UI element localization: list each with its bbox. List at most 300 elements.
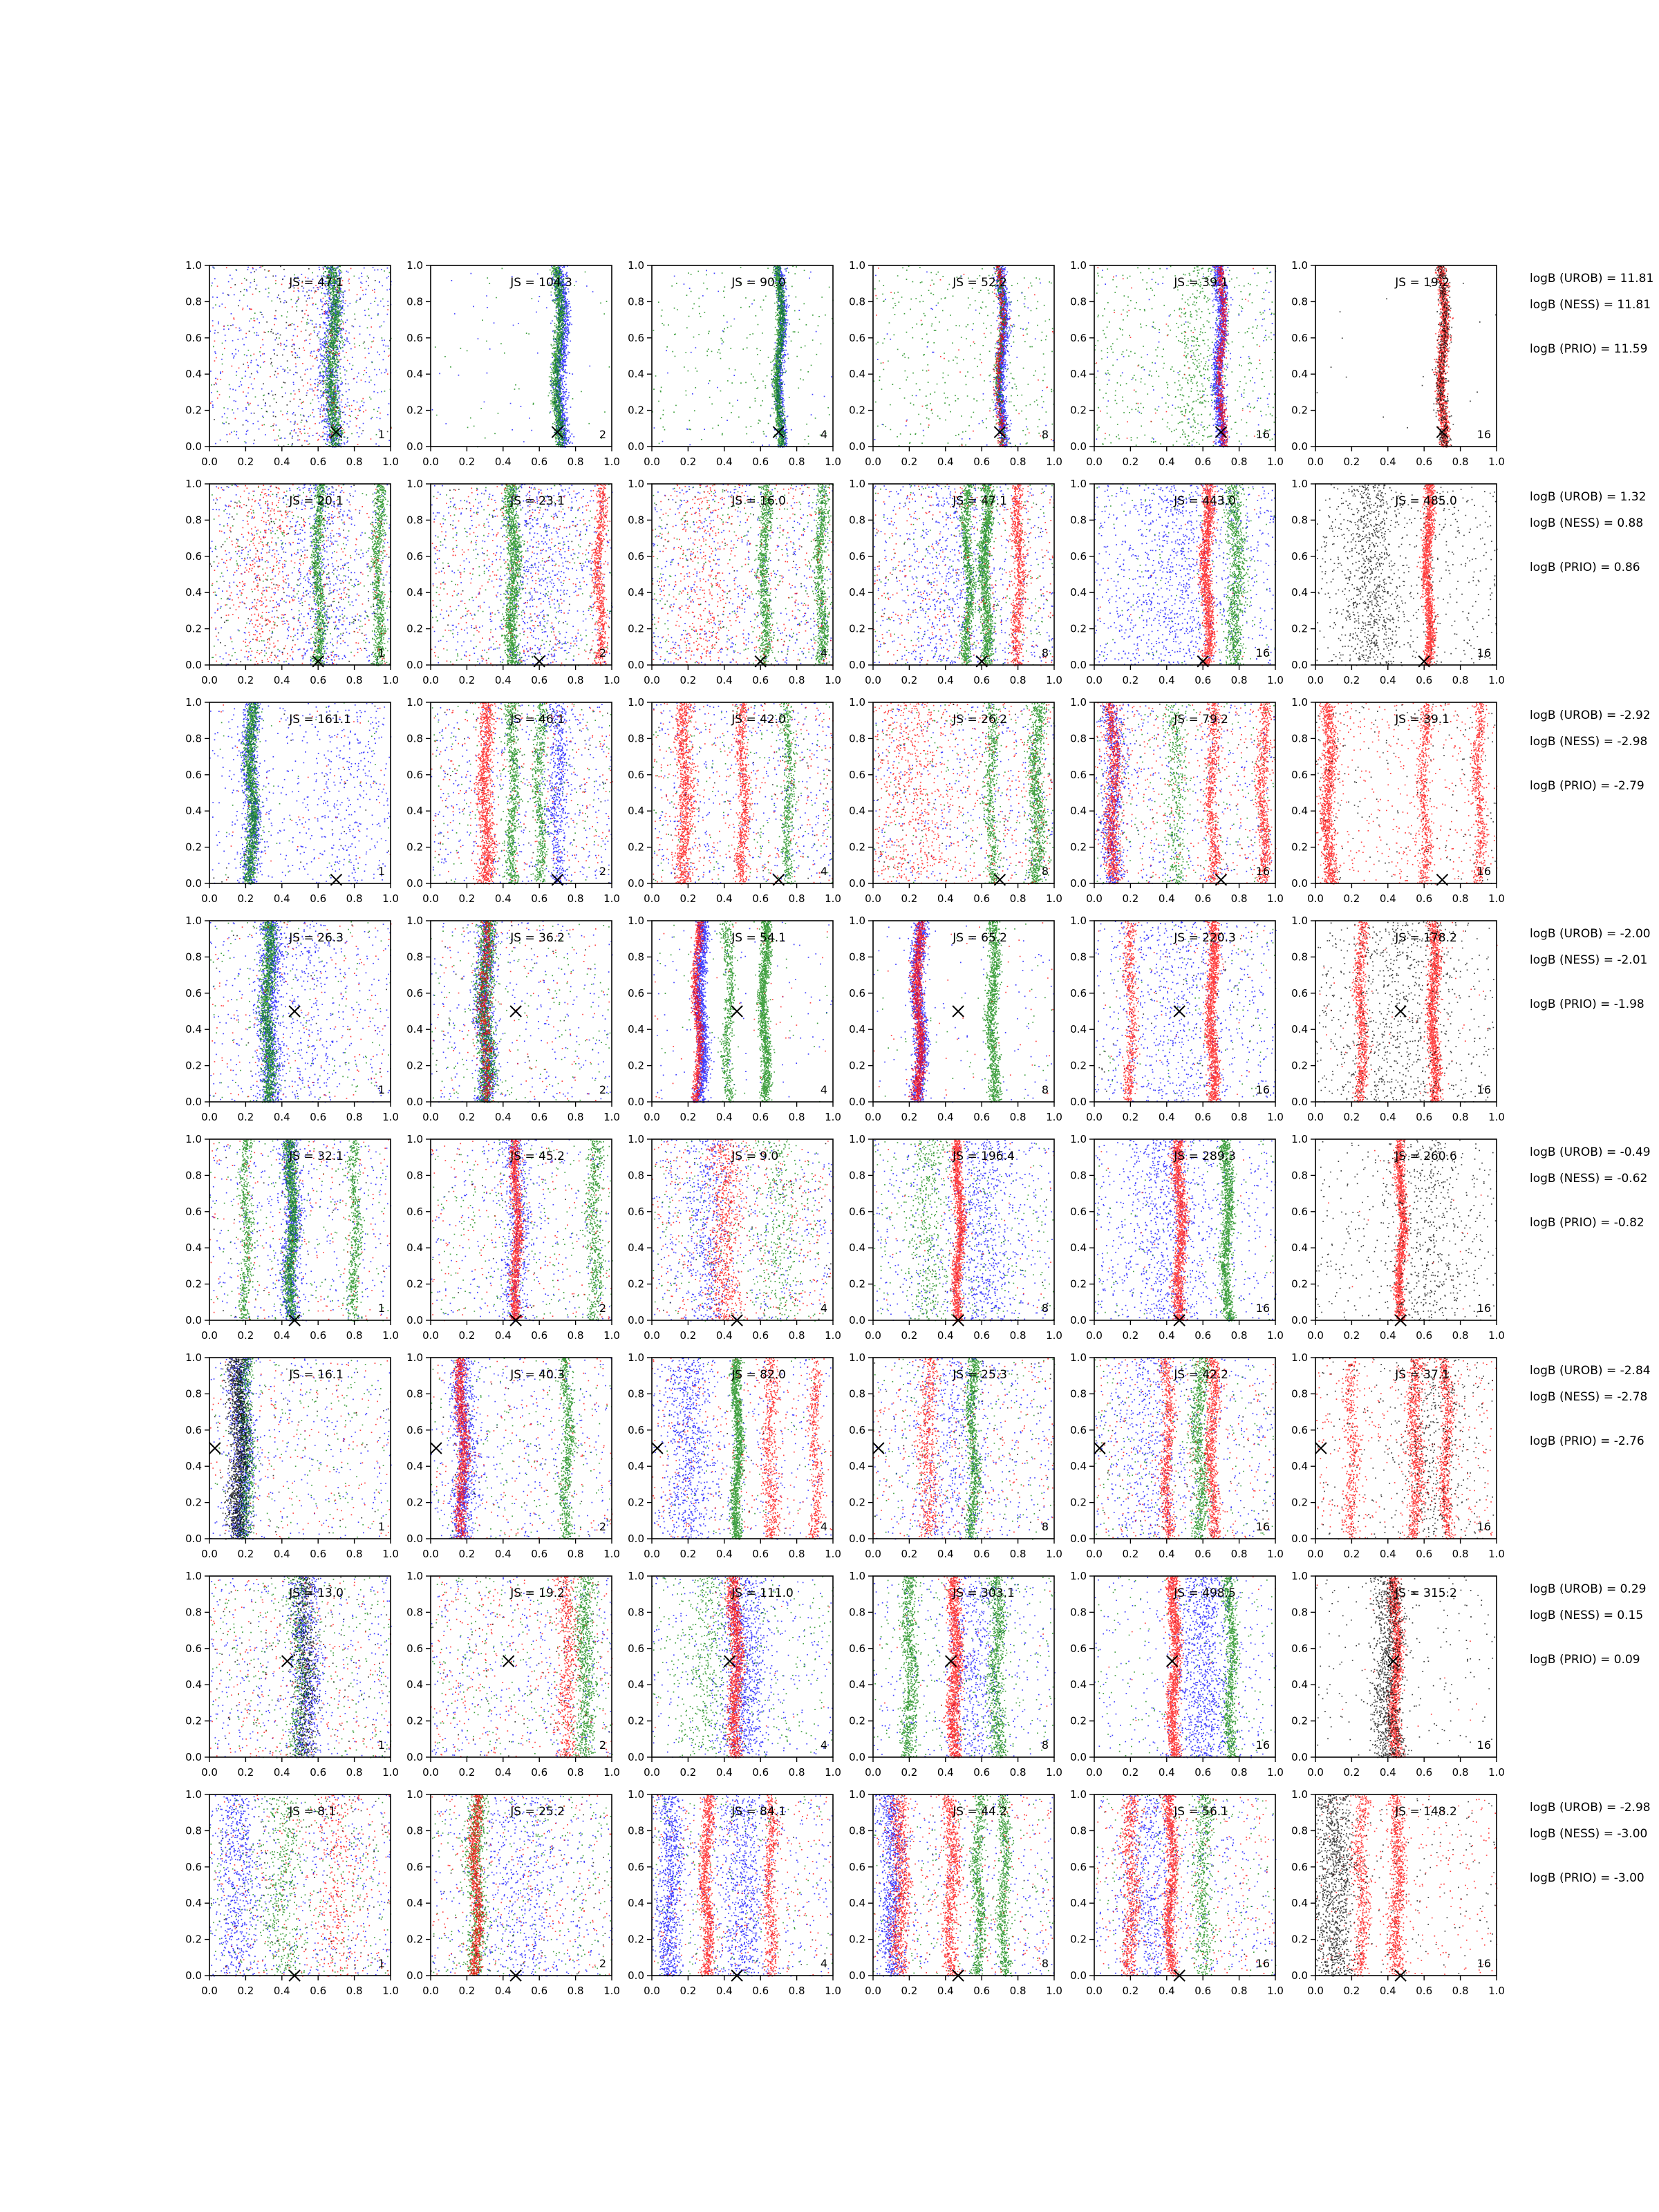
x-tick-label: 1.0: [603, 1548, 620, 1560]
x-tick-label: 0.2: [679, 892, 697, 905]
y-tick-label: 0.6: [849, 1205, 865, 1218]
y-tick-label: 0.2: [628, 1496, 644, 1509]
y-tick-label: 0.6: [1291, 768, 1308, 781]
y-tick-label: 1.0: [1291, 1133, 1308, 1145]
y-tick-label: 0.6: [1070, 550, 1087, 563]
x-tick-label: 1.0: [825, 456, 841, 468]
x-tick-label: 0.4: [273, 1548, 290, 1560]
axes-frame: [873, 265, 1054, 447]
axes-frame: [873, 921, 1054, 1102]
x-tick-label: 0.8: [1009, 1766, 1027, 1779]
js-divergence-label: JS = 79.2: [1174, 713, 1228, 727]
scatter-panel: [628, 696, 841, 905]
axes-frame: [431, 265, 612, 447]
x-tick-label: 0.2: [237, 456, 254, 468]
scatter-points: [1095, 702, 1277, 885]
x-tick-label: 0.4: [1379, 1766, 1396, 1779]
x-tick-label: 0.8: [1452, 1985, 1469, 1997]
x-tick-label: 0.4: [1379, 1985, 1396, 1997]
y-tick-label: 1.0: [628, 1788, 644, 1801]
y-tick-label: 0.4: [1291, 1460, 1308, 1473]
y-tick-label: 1.0: [185, 478, 202, 490]
y-tick-label: 1.0: [1070, 915, 1087, 927]
axes-frame: [1315, 265, 1497, 447]
true-value-marker: [431, 1443, 442, 1454]
series-g-points: [877, 921, 1052, 1103]
x-tick-label: 0.4: [494, 1329, 512, 1342]
y-tick-label: 0.6: [849, 1860, 865, 1873]
y-tick-label: 0.2: [628, 404, 644, 417]
y-tick-label: 0.8: [1291, 950, 1308, 964]
panel-count-label: 1: [377, 1083, 385, 1096]
x-tick-label: 0.4: [494, 892, 512, 905]
series-k-points: [216, 924, 388, 1094]
x-tick-label: 0.6: [1194, 1985, 1212, 1997]
y-tick-label: 0.4: [628, 368, 644, 381]
js-divergence-label: JS = 220.3: [1174, 931, 1236, 945]
scatter-points: [1317, 265, 1497, 447]
x-tick-label: 0.6: [1194, 1766, 1212, 1779]
x-tick-label: 1.0: [1488, 456, 1505, 468]
y-tick-label: 0.2: [185, 1277, 202, 1291]
scatter-panel: [1291, 478, 1505, 686]
x-tick-label: 0.0: [422, 1548, 439, 1560]
x-tick-label: 0.6: [973, 1111, 991, 1123]
scatter-points: [873, 1794, 1055, 1977]
x-tick-label: 1.0: [1267, 1111, 1284, 1123]
y-tick-label: 0.4: [1291, 1678, 1308, 1691]
y-tick-label: 1.0: [1291, 1788, 1308, 1801]
js-divergence-label: JS = 44.2: [953, 1805, 1007, 1819]
scatter-panel: [628, 259, 841, 468]
y-tick-label: 0.0: [849, 877, 865, 890]
y-tick-label: 0.8: [849, 514, 865, 527]
js-divergence-label: JS = 303.1: [953, 1586, 1015, 1600]
js-divergence-label: JS = 498.5: [1174, 1586, 1236, 1600]
scatter-points: [431, 1794, 613, 1977]
series-g-points: [432, 484, 612, 666]
y-tick-label: 0.8: [406, 732, 423, 745]
scatter-panel: [1291, 1351, 1505, 1560]
scatter-panel: [185, 259, 399, 468]
scatter-panel: [406, 1788, 620, 1997]
x-tick-label: 0.0: [422, 674, 439, 686]
y-tick-label: 1.0: [628, 1351, 644, 1364]
y-tick-label: 0.0: [1291, 1533, 1308, 1545]
y-tick-label: 0.0: [628, 1096, 644, 1108]
series-k-points: [1316, 1576, 1495, 1759]
scatter-points: [1094, 921, 1276, 1103]
y-tick-label: 1.0: [1291, 915, 1308, 927]
scatter-panel: [185, 1133, 399, 1342]
x-tick-label: 1.0: [382, 892, 399, 905]
x-tick-label: 0.6: [1416, 1548, 1433, 1560]
y-tick-label: 0.8: [185, 950, 202, 964]
x-tick-label: 0.6: [1194, 892, 1212, 905]
x-tick-label: 1.0: [1046, 1111, 1062, 1123]
x-tick-label: 0.0: [865, 1329, 881, 1342]
logb-label: logB (NESS) = -2.78: [1530, 1390, 1648, 1404]
x-tick-label: 0.4: [1379, 674, 1396, 686]
series-b-points: [652, 484, 834, 665]
scatter-panel: [185, 1570, 399, 1779]
x-tick-label: 0.8: [788, 1766, 805, 1779]
series-b-points: [432, 265, 594, 448]
x-tick-label: 0.0: [422, 1329, 439, 1342]
y-tick-label: 0.8: [185, 514, 202, 527]
y-tick-label: 0.2: [185, 404, 202, 417]
scatter-points: [431, 702, 613, 885]
y-tick-label: 0.6: [1291, 1423, 1308, 1436]
x-tick-label: 0.6: [1416, 1329, 1433, 1342]
x-tick-label: 0.6: [1194, 456, 1212, 468]
y-tick-label: 0.4: [1291, 1023, 1308, 1036]
js-divergence-label: JS = 45.2: [510, 1150, 565, 1163]
x-tick-label: 0.0: [201, 1548, 218, 1560]
series-r-points: [873, 1794, 1055, 1977]
x-tick-label: 0.6: [752, 1766, 769, 1779]
y-tick-label: 0.2: [628, 1277, 644, 1291]
scatter-panel: [1070, 1570, 1284, 1779]
js-divergence-label: JS = 25.2: [510, 1805, 565, 1819]
y-tick-label: 0.4: [849, 1897, 865, 1910]
x-tick-label: 0.8: [1452, 1329, 1469, 1342]
series-g-points: [659, 921, 834, 1103]
scatter-panel: [1070, 1351, 1284, 1560]
panel-count-label: 4: [820, 865, 827, 878]
y-tick-label: 0.6: [185, 1642, 202, 1655]
scatter-points: [432, 265, 610, 448]
series-b-points: [874, 921, 1054, 1103]
y-tick-label: 0.8: [1070, 950, 1087, 964]
logb-label: logB (UROB) = -2.84: [1530, 1364, 1651, 1378]
x-tick-label: 0.6: [1416, 674, 1433, 686]
x-tick-label: 0.2: [679, 1985, 697, 1997]
y-tick-label: 0.4: [406, 1897, 423, 1910]
x-tick-label: 0.2: [679, 674, 697, 686]
y-tick-label: 0.6: [628, 768, 644, 781]
x-tick-label: 0.8: [1452, 674, 1469, 686]
y-tick-label: 0.4: [185, 1678, 202, 1691]
panel-count-label: 16: [1477, 646, 1491, 659]
y-tick-label: 1.0: [1291, 259, 1308, 272]
scatter-points: [431, 921, 612, 1103]
x-tick-label: 0.4: [494, 1985, 512, 1997]
y-tick-label: 0.0: [628, 1969, 644, 1982]
js-divergence-label: JS = 46.1: [510, 713, 565, 727]
y-tick-label: 0.0: [849, 440, 865, 453]
y-tick-label: 0.4: [1070, 1678, 1087, 1691]
panel-count-label: 1: [377, 646, 385, 659]
series-b-points: [431, 1794, 612, 1977]
y-tick-label: 0.2: [406, 622, 423, 635]
x-tick-label: 0.4: [715, 674, 733, 686]
scatter-panel: [185, 696, 399, 905]
js-divergence-label: JS = 315.2: [1395, 1586, 1457, 1600]
y-tick-label: 0.0: [406, 1533, 423, 1545]
y-tick-label: 0.6: [628, 1423, 644, 1436]
y-tick-label: 0.6: [1070, 1860, 1087, 1873]
x-tick-label: 1.0: [603, 1111, 620, 1123]
y-tick-label: 0.8: [849, 1824, 865, 1837]
x-tick-label: 0.0: [644, 674, 660, 686]
x-tick-label: 1.0: [382, 674, 399, 686]
logb-label: logB (PRIO) = 11.59: [1530, 342, 1648, 356]
js-divergence-label: JS = 161.1: [289, 713, 351, 727]
x-tick-label: 0.0: [1086, 1548, 1103, 1560]
series-g-points: [435, 265, 610, 447]
x-tick-label: 1.0: [825, 1329, 841, 1342]
y-tick-label: 0.2: [1291, 1277, 1308, 1291]
y-tick-label: 0.2: [185, 622, 202, 635]
y-tick-label: 1.0: [628, 696, 644, 709]
true-value-marker: [289, 1006, 300, 1017]
axes-frame: [652, 921, 833, 1102]
scatter-points: [209, 484, 391, 666]
x-tick-label: 0.6: [531, 1329, 548, 1342]
x-tick-label: 0.4: [715, 1111, 733, 1123]
y-tick-label: 0.6: [185, 331, 202, 344]
x-tick-label: 0.0: [865, 1766, 881, 1779]
y-tick-label: 0.4: [1070, 805, 1087, 818]
y-tick-label: 0.0: [1070, 1751, 1087, 1763]
scatter-points: [431, 484, 612, 666]
y-tick-label: 0.8: [628, 1387, 644, 1400]
scatter-panel: [1291, 1570, 1505, 1779]
series-k-points: [1316, 921, 1494, 1103]
series-r-points: [433, 921, 610, 1103]
x-tick-label: 0.0: [1086, 456, 1103, 468]
y-tick-label: 0.8: [1070, 514, 1087, 527]
y-tick-label: 0.8: [1291, 1606, 1308, 1619]
y-tick-label: 0.2: [406, 1059, 423, 1072]
js-divergence-label: JS = 260.6: [1395, 1150, 1457, 1163]
y-tick-label: 1.0: [628, 1570, 644, 1582]
x-tick-label: 1.0: [603, 456, 620, 468]
x-tick-label: 0.4: [1158, 1329, 1175, 1342]
scatter-points: [1316, 921, 1498, 1103]
y-tick-label: 0.8: [849, 732, 865, 745]
y-tick-label: 0.6: [185, 768, 202, 781]
y-tick-label: 0.8: [849, 295, 865, 308]
scatter-points: [873, 702, 1055, 885]
y-tick-label: 0.0: [849, 1533, 865, 1545]
y-tick-label: 0.8: [406, 1387, 423, 1400]
true-value-marker: [503, 1656, 514, 1667]
js-divergence-label: JS = 16.0: [731, 494, 786, 508]
x-tick-label: 0.8: [1009, 1111, 1027, 1123]
axes-frame: [1315, 921, 1497, 1102]
x-tick-label: 1.0: [1267, 1329, 1284, 1342]
y-tick-label: 0.8: [406, 1169, 423, 1182]
y-tick-label: 0.4: [1070, 586, 1087, 599]
x-tick-label: 1.0: [1267, 1985, 1284, 1997]
js-divergence-label: JS = 13.0: [289, 1586, 344, 1600]
x-tick-label: 0.6: [752, 1329, 769, 1342]
x-tick-label: 1.0: [1488, 1329, 1505, 1342]
x-tick-label: 0.8: [567, 456, 584, 468]
panel-count-label: 2: [599, 1520, 606, 1533]
y-tick-label: 0.2: [1291, 1714, 1308, 1727]
x-tick-label: 0.2: [1343, 1985, 1360, 1997]
y-tick-label: 0.0: [628, 440, 644, 453]
scatter-panel: [628, 1351, 841, 1560]
scatter-panel: [849, 696, 1062, 905]
logb-label: logB (NESS) = -3.00: [1530, 1827, 1648, 1841]
x-tick-label: 0.6: [1194, 674, 1212, 686]
logb-label: logB (PRIO) = -2.76: [1530, 1434, 1644, 1448]
y-tick-label: 0.6: [185, 550, 202, 563]
x-tick-label: 0.2: [458, 674, 476, 686]
y-tick-label: 0.4: [406, 368, 423, 381]
x-tick-label: 0.4: [715, 1548, 733, 1560]
series-k-points: [1317, 1358, 1494, 1539]
series-r-points: [211, 485, 390, 666]
x-tick-label: 0.2: [679, 1111, 697, 1123]
axes-frame: [431, 921, 612, 1102]
y-tick-label: 0.2: [1070, 841, 1087, 854]
y-tick-label: 0.2: [1070, 1277, 1087, 1291]
x-tick-label: 0.8: [1009, 1329, 1027, 1342]
x-tick-label: 0.2: [679, 1329, 697, 1342]
js-divergence-label: JS = 196.4: [953, 1150, 1015, 1163]
y-tick-label: 1.0: [849, 696, 865, 709]
axes-frame: [1315, 1358, 1497, 1539]
series-b-points: [874, 704, 1056, 883]
x-tick-label: 0.2: [1343, 674, 1360, 686]
y-tick-label: 0.0: [406, 1969, 423, 1982]
x-tick-label: 0.2: [237, 1548, 254, 1560]
scatter-points: [1094, 265, 1276, 447]
y-tick-label: 0.0: [628, 1314, 644, 1327]
logb-label: logB (PRIO) = 0.86: [1530, 561, 1640, 574]
series-g-points: [431, 1576, 612, 1758]
series-r-points: [652, 1139, 834, 1321]
series-r-points: [1328, 1139, 1481, 1322]
x-tick-label: 0.4: [494, 1111, 512, 1123]
y-tick-label: 0.4: [185, 1460, 202, 1473]
y-tick-label: 0.4: [406, 1023, 423, 1036]
x-tick-label: 1.0: [382, 1329, 399, 1342]
x-tick-label: 0.8: [1009, 892, 1027, 905]
x-tick-label: 0.8: [567, 1766, 584, 1779]
scatter-panel: [1291, 915, 1505, 1123]
y-tick-label: 0.0: [1291, 1314, 1308, 1327]
y-tick-label: 0.2: [185, 841, 202, 854]
panel-count-label: 1: [377, 1520, 385, 1533]
y-tick-label: 0.2: [628, 1714, 644, 1727]
series-r-points: [210, 1139, 391, 1320]
x-tick-label: 0.4: [937, 456, 954, 468]
x-tick-label: 0.6: [310, 1329, 327, 1342]
scatter-panel: [1070, 915, 1284, 1123]
y-tick-label: 0.0: [1070, 1314, 1087, 1327]
panel-count-label: 2: [599, 865, 606, 878]
x-tick-label: 0.8: [346, 892, 363, 905]
x-tick-label: 0.4: [273, 456, 290, 468]
x-tick-label: 1.0: [1267, 456, 1284, 468]
y-tick-label: 1.0: [185, 915, 202, 927]
panel-count-label: 8: [1041, 865, 1049, 878]
js-divergence-label: JS = 26.2: [953, 713, 1007, 727]
x-tick-label: 0.8: [567, 674, 584, 686]
series-b-points: [209, 265, 391, 447]
panel-count-label: 16: [1255, 1302, 1270, 1315]
scatter-points: [652, 702, 834, 885]
y-tick-label: 1.0: [185, 1351, 202, 1364]
logb-label: logB (NESS) = 0.88: [1530, 516, 1644, 530]
y-tick-label: 0.0: [1070, 440, 1087, 453]
series-r-points: [873, 1358, 1055, 1539]
panel-count-label: 8: [1041, 428, 1049, 441]
scatter-points: [652, 1576, 834, 1759]
series-b-points: [873, 1358, 1054, 1539]
x-tick-label: 1.0: [1046, 1766, 1062, 1779]
panel-count-label: 16: [1255, 1520, 1270, 1533]
y-tick-label: 0.0: [406, 877, 423, 890]
series-b-points: [873, 1577, 1055, 1758]
y-tick-label: 0.6: [849, 1423, 865, 1436]
x-tick-label: 0.0: [644, 892, 660, 905]
x-tick-label: 0.6: [973, 1548, 991, 1560]
x-tick-label: 0.2: [679, 1766, 697, 1779]
scatter-points: [653, 921, 834, 1103]
x-tick-label: 0.4: [494, 456, 512, 468]
js-divergence-label: JS = 148.2: [1395, 1805, 1457, 1819]
series-g-points: [652, 484, 834, 666]
scatter-panel: [406, 478, 620, 686]
y-tick-label: 1.0: [1291, 696, 1308, 709]
y-tick-label: 0.4: [1291, 586, 1308, 599]
series-b-points: [1094, 921, 1276, 1103]
x-tick-label: 0.6: [1416, 1766, 1433, 1779]
axes-frame: [1094, 1139, 1275, 1320]
js-divergence-label: JS = 56.1: [1174, 1805, 1228, 1819]
panel-grid: [185, 259, 1505, 1997]
y-tick-label: 0.8: [1070, 1387, 1087, 1400]
scatter-panel: [406, 696, 620, 905]
x-tick-label: 1.0: [382, 1548, 399, 1560]
y-tick-label: 1.0: [185, 1133, 202, 1145]
panel-count-label: 4: [820, 1083, 827, 1096]
x-tick-label: 0.6: [752, 1111, 769, 1123]
panel-count-label: 4: [820, 1738, 827, 1752]
scatter-points: [1317, 484, 1498, 666]
y-tick-label: 0.2: [1291, 1059, 1308, 1072]
x-tick-label: 0.0: [201, 456, 218, 468]
series-b-points: [873, 1794, 1055, 1976]
panel-count-label: 8: [1041, 1083, 1049, 1096]
y-tick-label: 0.0: [1291, 659, 1308, 671]
y-tick-label: 0.6: [1070, 331, 1087, 344]
x-tick-label: 1.0: [1488, 674, 1505, 686]
y-tick-label: 0.4: [849, 805, 865, 818]
x-tick-label: 0.0: [422, 1985, 439, 1997]
y-tick-label: 0.4: [185, 586, 202, 599]
x-tick-label: 0.2: [458, 1548, 476, 1560]
x-tick-label: 0.0: [1307, 1548, 1324, 1560]
y-tick-label: 0.4: [406, 805, 423, 818]
panel-count-label: 16: [1255, 865, 1270, 878]
y-tick-label: 0.6: [185, 1423, 202, 1436]
x-tick-label: 1.0: [603, 1766, 620, 1779]
y-tick-label: 0.2: [1291, 1933, 1308, 1946]
y-tick-label: 0.2: [849, 404, 865, 417]
x-tick-label: 1.0: [1046, 456, 1062, 468]
scatter-panel: [1291, 259, 1505, 468]
y-tick-label: 0.6: [628, 1205, 644, 1218]
true-value-marker: [953, 1006, 964, 1017]
